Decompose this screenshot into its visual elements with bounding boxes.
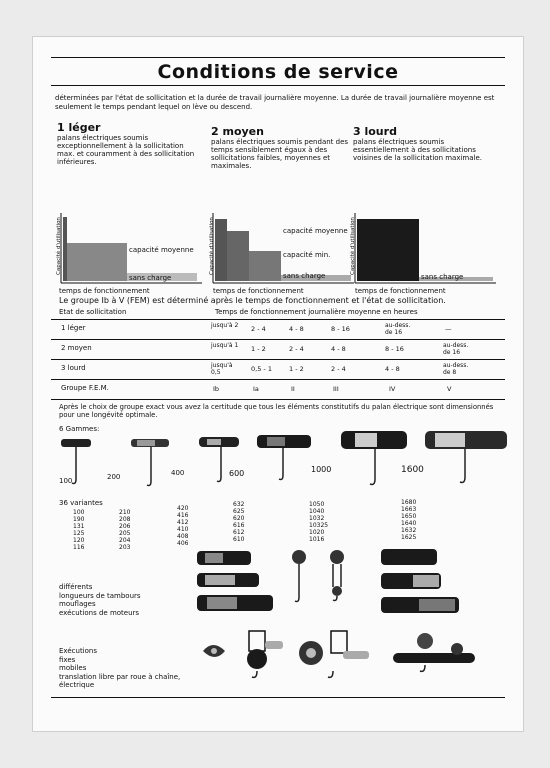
- chart3-xlabel: temps de fonctionnement: [355, 287, 446, 295]
- variante-value: 204: [119, 537, 131, 544]
- table-cell: II: [291, 385, 295, 393]
- variante-value: 420: [177, 505, 189, 512]
- variante-value: 208: [119, 516, 131, 523]
- table-rule-3: [51, 379, 505, 380]
- variante-value: 1650: [401, 513, 417, 520]
- variantes-col: [119, 509, 130, 551]
- variante-value: 205: [119, 530, 131, 537]
- gammes-label: 6 Gammes:: [59, 425, 100, 433]
- differents-line: différents: [59, 583, 93, 591]
- reeving-icon: [292, 550, 344, 602]
- variante-value: 406: [177, 540, 189, 547]
- table-col1-header: Etat de sollicitation: [59, 308, 127, 316]
- variante-value: 416: [177, 512, 189, 519]
- group-sentence: Le groupe Ib à V (FEM) est déterminé après le temps de fonctionnement et l'état de sollicitation.: [59, 296, 446, 305]
- drum-length-icon: [197, 551, 273, 611]
- category-heavy-head: 3 lourd: [353, 125, 397, 138]
- variantes-col: [73, 509, 84, 551]
- differents-line: mouflages: [59, 600, 96, 608]
- bottom-rule: [51, 697, 505, 698]
- variante-value: 100: [73, 509, 85, 516]
- mobile-trolley-icon: [247, 631, 283, 677]
- variante-value: 1032: [309, 515, 325, 522]
- table-cell: 4 - 8: [331, 345, 346, 353]
- gamme-value: 600: [229, 469, 245, 478]
- hoist-1000-icon: [341, 431, 407, 484]
- category-medium: [211, 125, 351, 170]
- gamme-value: 400: [171, 469, 185, 477]
- table-col2-header: Temps de fonctionnement journalière moyenne en heures: [215, 308, 418, 316]
- table-rule-2: [51, 359, 505, 360]
- table-cell: jusqu'à 1: [211, 342, 239, 349]
- table-rule-top: [51, 319, 505, 320]
- table-cell: 4 - 8: [385, 365, 400, 373]
- variante-value: 620: [233, 515, 245, 522]
- category-medium-head: 2 moyen: [211, 125, 264, 138]
- table-cell: III: [333, 385, 339, 393]
- load-bar-max: [215, 219, 227, 281]
- hoist-1600-icon: [425, 431, 507, 482]
- table-row-label: 3 lourd: [61, 364, 86, 372]
- category-light: [57, 121, 197, 166]
- variante-value: 120: [73, 537, 85, 544]
- executions-line: Exécutions: [59, 647, 97, 655]
- variants-illustration: [193, 547, 493, 619]
- top-rule: [51, 57, 505, 58]
- variante-value: 625: [233, 508, 245, 515]
- table-cell: au-dess. de 16: [443, 342, 469, 356]
- chart2-label-min: capacité min.: [283, 251, 331, 259]
- variante-value: 1050: [309, 501, 325, 508]
- load-bar-max: [63, 217, 67, 281]
- variante-value: 1016: [309, 536, 325, 543]
- differents-text: [59, 583, 141, 617]
- chart2-label-average: capacité moyenne: [283, 227, 348, 235]
- chart2-label-noload: sans charge: [283, 272, 326, 280]
- variante-value: 412: [177, 519, 189, 526]
- table-cell: 1 - 2: [289, 365, 304, 373]
- motor-variants-icon: [381, 549, 459, 613]
- variante-value: 632: [233, 501, 245, 508]
- variante-value: 125: [73, 530, 85, 537]
- variante-value: 408: [177, 533, 189, 540]
- category-heavy-text: palans électriques soumis essentiellement à des sollicitations voisines de la sollicitation maximale.: [353, 138, 483, 162]
- table-cell: jusqu'à 0,5: [211, 362, 233, 376]
- gamme-value: 1000: [311, 465, 332, 474]
- title-rule: [51, 85, 505, 86]
- table-row-label: 1 léger: [61, 324, 86, 332]
- chart3-label-noload: sans charge: [421, 273, 464, 281]
- table-cell: 2 - 4: [251, 325, 266, 333]
- variante-value: 203: [119, 544, 131, 551]
- chart2-ylabel: Capacité d'utilisation: [209, 217, 215, 275]
- variante-value: 116: [73, 544, 85, 551]
- document-sheet: [32, 36, 524, 732]
- table-cell: 2 - 4: [289, 345, 304, 353]
- table-cell: 8 - 16: [385, 345, 404, 353]
- chart1-ylabel: Capacité d'utilisation: [56, 217, 62, 275]
- fixed-suspension-icon: [203, 645, 225, 657]
- load-bar-high: [227, 231, 249, 281]
- table-cell: jusqu'à 2: [211, 322, 239, 329]
- variante-value: 1020: [309, 529, 325, 536]
- executions-line: mobiles: [59, 664, 87, 672]
- intro-text: déterminées par l'état de sollicitation et la durée de travail journalière moyenne. La durée de travail journalière moyenne est seulement le temps pendant lequel on lève ou descend.: [55, 94, 495, 111]
- table-cell: au-dess. de 16: [385, 322, 411, 336]
- variante-value: 210: [119, 509, 131, 516]
- load-bar-min: [249, 251, 281, 281]
- hoist-200-icon: [131, 439, 169, 486]
- differents-line: longueurs de tambours: [59, 591, 141, 600]
- variante-value: 610: [233, 536, 245, 543]
- executions-illustration: [193, 627, 493, 697]
- variante-value: 190: [73, 516, 85, 523]
- choice-text: Après le choix de groupe exact vous avez la certitude que tous les éléments constitutifs du palan électrique sont dimensionnés pour une longévité optimale.: [59, 403, 494, 419]
- table-cell: 2 - 4: [331, 365, 346, 373]
- table-cell: IV: [389, 385, 396, 393]
- table-row-label: 2 moyen: [61, 344, 92, 352]
- chain-trolley-icon: [299, 631, 369, 677]
- hoist-range-illustration: [57, 435, 507, 491]
- variante-value: 616: [233, 522, 245, 529]
- table-cell: 4 - 8: [289, 325, 304, 333]
- table-cell: au-dess. de 8: [443, 362, 469, 376]
- variante-value: 410: [177, 526, 189, 533]
- chart3-ylabel: Capacité d'utilisation: [350, 217, 356, 275]
- variante-value: 1640: [401, 520, 417, 527]
- hoist-600-icon: [257, 435, 311, 480]
- variante-value: 131: [73, 523, 85, 530]
- electric-trolley-icon: [393, 633, 475, 671]
- variantes-col: [177, 505, 188, 547]
- variante-value: 1680: [401, 499, 417, 506]
- gamme-value: 200: [107, 473, 121, 481]
- load-bar-average: [67, 243, 127, 281]
- chart1-label-noload: sans charge: [129, 274, 172, 282]
- variantes-col: [233, 501, 244, 543]
- variante-value: 612: [233, 529, 245, 536]
- load-bar-max: [357, 219, 419, 281]
- gamme-value: 1600: [401, 465, 424, 475]
- differents-line: exécutions de moteurs: [59, 608, 140, 617]
- table-cell: 1 - 2: [251, 345, 266, 353]
- chart1-label-average: capacité moyenne: [129, 246, 194, 254]
- variante-value: 1632: [401, 527, 417, 534]
- table-cell: Ib: [213, 385, 220, 393]
- executions-line: fixes: [59, 655, 76, 664]
- variante-value: 1625: [401, 534, 417, 541]
- variantes-col: [401, 499, 416, 541]
- table-row-label: Groupe F.E.M.: [61, 384, 109, 392]
- table-cell: Ia: [253, 385, 259, 393]
- table-cell: —: [445, 325, 452, 333]
- variante-value: 1663: [401, 506, 417, 513]
- table-rule-1: [51, 339, 505, 340]
- variantes-col: [309, 501, 328, 543]
- chart2-xlabel: temps de fonctionnement: [213, 287, 304, 295]
- variantes-label: 36 variantes: [59, 499, 103, 507]
- category-light-text: palans électriques soumis exceptionnellement à la sollicitation max. et couramment à des sollicitation inférieures.: [57, 134, 195, 166]
- variante-value: 10325: [309, 522, 329, 529]
- page-title: Conditions de service: [157, 61, 399, 83]
- executions-line: électrique: [59, 681, 95, 689]
- category-medium-text: palans électriques soumis pendant des temps sensiblement égaux à des sollicitations faibles, moyennes et maximales.: [211, 138, 349, 170]
- category-heavy: [353, 125, 493, 162]
- table-cell: 0,5 - 1: [251, 365, 272, 373]
- chart1-xlabel: temps de fonctionnement: [59, 287, 150, 295]
- table-rule-bottom: [51, 399, 505, 400]
- gamme-value: 100: [59, 477, 73, 485]
- executions-text: [59, 647, 180, 690]
- table-cell: V: [447, 385, 452, 393]
- variante-value: 206: [119, 523, 131, 530]
- table-cell: 8 - 16: [331, 325, 350, 333]
- variante-value: 1040: [309, 508, 325, 515]
- executions-line: translation libre par roue à chaîne,: [59, 672, 181, 681]
- category-light-head: 1 léger: [57, 121, 101, 134]
